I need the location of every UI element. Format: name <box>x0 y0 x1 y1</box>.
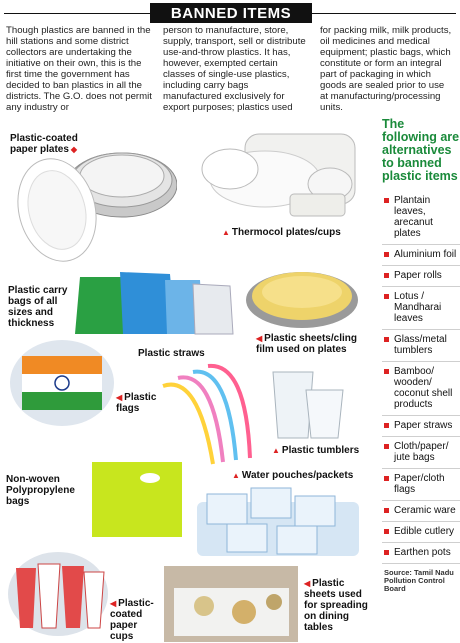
list-item: Edible cutlery <box>382 522 460 543</box>
list-item: Cloth/paper/ jute bags <box>382 437 460 469</box>
pointer-triangle-icon: ▲ <box>222 228 230 237</box>
pointer-triangle-icon: ◀ <box>110 599 117 608</box>
bullet-icon <box>384 198 389 203</box>
non-woven-bag-illustration <box>90 460 185 540</box>
intro-column-1: Though plastics are banned in the hill stations and some district collectors are undertaking the initiative on their own, this is the first time the government has decided to ban plastics in all the districts. The G.O. does not permit any industry or <box>6 25 152 113</box>
bullet-icon <box>384 294 389 299</box>
list-item: Glass/metal tumblers <box>382 330 460 362</box>
bullet-icon <box>384 550 389 555</box>
bullet-icon <box>384 529 389 534</box>
list-item: Plantain leaves, arecanut plates <box>382 191 460 245</box>
bullet-icon <box>384 273 389 278</box>
intro-column-2: person to manufacture, store, supply, transport, sell or distribute use-and-throw plastics. It has, however, exempted certain classes of single-use plastics, including carry bags manufactured exclusively for export purposes; plastics used <box>163 25 306 113</box>
label-tumblers: ▲ Plastic tumblers <box>272 445 360 456</box>
bullet-icon <box>384 252 389 257</box>
bullet-icon <box>384 337 389 342</box>
bullet-icon <box>384 476 389 481</box>
water-pouches-illustration <box>193 484 363 560</box>
label-flags: ◀ Plastic flags <box>116 392 157 414</box>
list-item: Aluminium foil <box>382 245 460 266</box>
label-straws: Plastic straws <box>138 348 205 359</box>
header-rule-right <box>312 13 456 14</box>
bullet-icon <box>384 444 389 449</box>
alternatives-sidebar <box>378 114 460 643</box>
list-item: Paper rolls <box>382 266 460 287</box>
bullet-icon <box>384 423 389 428</box>
paper-cups-illustration <box>6 548 110 638</box>
label-coated-paper-cups: ◀ Plastic-coated paper cups <box>110 598 154 642</box>
list-item: Earthen pots <box>382 543 460 564</box>
pointer-triangle-icon: ◀ <box>256 334 263 343</box>
intro-column-3: for packing milk, milk products, oil medicines and medical equipment; plastic bags, which constitute or form an integral part of packaging in which goods are sealed prior to use at manufacturing/processing units. <box>320 25 452 113</box>
header-rule-left <box>4 13 150 14</box>
label-carry-bags: Plastic carry bags of all sizes and thickness <box>8 285 68 329</box>
label-thermocol: ▲ Thermocol plates/cups <box>222 227 341 238</box>
tumblers-illustration <box>268 368 348 440</box>
pointer-triangle-icon: ◀ <box>116 393 123 402</box>
label-dining-sheets: ◀ Plastic sheets used for spreading on dining tables <box>304 578 368 633</box>
straws-illustration <box>158 356 263 466</box>
list-item: Ceramic ware <box>382 501 460 522</box>
pointer-triangle-icon: ◀ <box>304 579 311 588</box>
dining-sheets-illustration <box>164 566 298 642</box>
label-water-pouches: ▲ Water pouches/packets <box>232 470 354 481</box>
flags-illustration <box>8 338 116 428</box>
cling-film-illustration <box>243 262 361 332</box>
pointer-triangle-icon: ▲ <box>232 471 240 480</box>
pointer-triangle-icon: ▲ <box>272 446 280 455</box>
label-non-woven-bags: Non-woven Polypropylene bags <box>6 474 75 507</box>
list-item: Paper straws <box>382 416 460 437</box>
paper-plates-illustration <box>12 140 177 265</box>
list-item: Lotus / Mandharai leaves <box>382 287 460 330</box>
list-item: Paper/cloth flags <box>382 469 460 501</box>
carry-bags-illustration <box>75 262 235 337</box>
source-note: Source: Tamil Nadu Pollution Control Board <box>384 568 454 593</box>
thermocol-plates-illustration <box>190 124 360 224</box>
page-title: BANNED ITEMS <box>150 3 312 23</box>
bullet-icon <box>384 508 389 513</box>
pointer-triangle-icon: ◆ <box>70 145 78 154</box>
label-cling-film: ◀ Plastic sheets/cling film used on plates <box>256 333 357 355</box>
bullet-icon <box>384 369 389 374</box>
label-coated-paper-plates: Plastic-coated paper plates ◆ <box>10 133 78 155</box>
list-item: Bamboo/ wooden/ coconut shell products <box>382 362 460 416</box>
sidebar-title: The following are alternatives to banned plastic items <box>382 117 460 183</box>
